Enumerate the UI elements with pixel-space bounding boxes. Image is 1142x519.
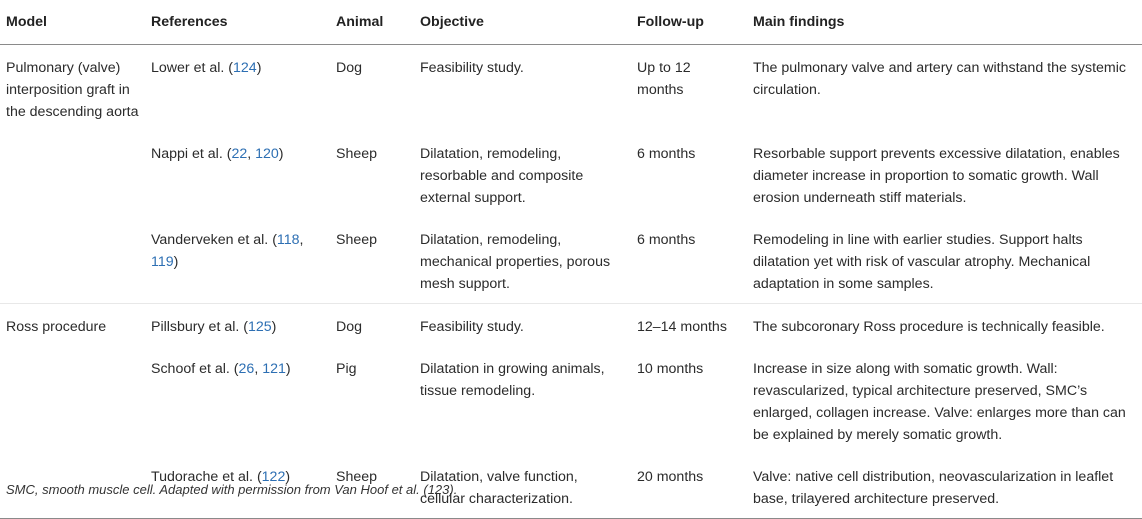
reference-close: ) <box>256 60 262 76</box>
reference-text: Lower et al. ( <box>151 60 234 76</box>
cell-follow-up: 6 months <box>637 146 696 162</box>
reference-close: ) <box>285 361 291 377</box>
reference-separator: , <box>299 232 304 248</box>
cell-objective: Dilatation, valve function, cellular characterization. <box>414 454 631 519</box>
reference-link[interactable]: 22 <box>231 146 248 162</box>
cell-references <box>145 217 330 304</box>
reference-close: ) <box>271 319 277 335</box>
cell-objective: Feasibility study. <box>420 319 524 335</box>
reference-close: ) <box>278 146 284 162</box>
reference-text: Pillsbury et al. ( <box>151 319 248 335</box>
reference-link[interactable]: 120 <box>255 146 279 162</box>
cell-references <box>145 131 330 217</box>
cell-animal: Sheep <box>336 146 378 162</box>
cell-main-findings: Increase in size along with somatic growth. Wall: revascularized, typical architecture preserved, SMC’s enlarged, collagen increase. Valve: enlarges more than can be explained by merely somatic growth. <box>753 361 1126 443</box>
reference-link[interactable]: 124 <box>233 60 257 76</box>
header-model: Model <box>0 0 145 45</box>
cell-model <box>0 346 145 454</box>
cell-animal: Pig <box>336 361 357 377</box>
reference-close: ) <box>285 469 291 485</box>
header-references: References <box>145 0 330 45</box>
reference-text: Nappi et al. ( <box>151 146 232 162</box>
cell-model: Ross procedure <box>6 319 107 335</box>
cell-main-findings: Resorbable support prevents excessive dilatation, enables diameter increase in proportion to somatic growth. Wall erosion underneath stiff materials. <box>753 146 1120 206</box>
cell-references <box>145 346 330 454</box>
reference-text: Schoof et al. ( <box>151 361 239 377</box>
cell-animal: Sheep <box>330 454 414 519</box>
cell-objective: Feasibility study. <box>420 60 524 76</box>
cell-main-findings: The subcoronary Ross procedure is technically feasible. <box>753 319 1105 335</box>
reference-link[interactable]: 125 <box>247 319 272 335</box>
cell-follow-up: Up to 12 months <box>637 60 691 98</box>
reference-link[interactable]: 121 <box>262 361 286 377</box>
cell-main-findings: Remodeling in line with earlier studies. Support halts dilatation yet with risk of vascular atrophy. Mechanical adaptation in some samples. <box>747 217 1142 304</box>
reference-link[interactable]: 122 <box>261 469 286 485</box>
cell-main-findings: The pulmonary valve and artery can withstand the systemic circulation. <box>753 60 1126 98</box>
reference-close: ) <box>173 254 179 270</box>
header-row <box>0 0 1142 45</box>
cell-main-findings: Valve: native cell distribution, neovascularization in leaflet base, trilayered architecture preserved. <box>747 454 1142 519</box>
header-objective: Objective <box>414 0 631 45</box>
cell-model <box>0 131 145 217</box>
table-row <box>0 217 1142 304</box>
cell-model <box>0 217 145 304</box>
table-row <box>0 131 1142 217</box>
cell-objective: Dilatation in growing animals, tissue remodeling. <box>420 361 605 399</box>
cell-references <box>145 304 330 347</box>
cell-animal: Dog <box>336 60 363 76</box>
cell-follow-up: 6 months <box>631 217 747 304</box>
table-row <box>0 346 1142 454</box>
reference-link[interactable]: 26 <box>238 361 255 377</box>
table-row <box>0 45 1142 132</box>
table-row <box>0 304 1142 347</box>
cell-references <box>145 45 330 132</box>
reference-text: Vanderveken et al. ( <box>151 232 277 248</box>
reference-link[interactable]: 118 <box>276 232 300 248</box>
cell-follow-up: 20 months <box>631 454 747 519</box>
reference-separator: , <box>254 361 263 377</box>
header-main-findings: Main findings <box>747 0 1142 45</box>
header-animal: Animal <box>330 0 414 45</box>
cell-objective: Dilatation, remodeling, mechanical properties, porous mesh support. <box>414 217 631 304</box>
table-footnote: SMC, smooth muscle cell. Adapted with permission from Van Hoof et al. (123). <box>6 482 458 497</box>
reference-separator: , <box>247 146 256 162</box>
header-follow-up: Follow-up <box>631 0 747 45</box>
cell-animal: Sheep <box>330 217 414 304</box>
cell-model: Pulmonary (valve) interposition graft in the descending aorta <box>6 60 139 120</box>
cell-follow-up: 12–14 months <box>637 319 727 335</box>
cell-follow-up: 10 months <box>637 361 704 377</box>
reference-text: Tudorache et al. ( <box>151 469 262 485</box>
cell-objective: Dilatation, remodeling, resorbable and composite external support. <box>420 146 584 206</box>
cell-animal: Dog <box>336 319 363 335</box>
reference-link[interactable]: 119 <box>151 254 174 270</box>
